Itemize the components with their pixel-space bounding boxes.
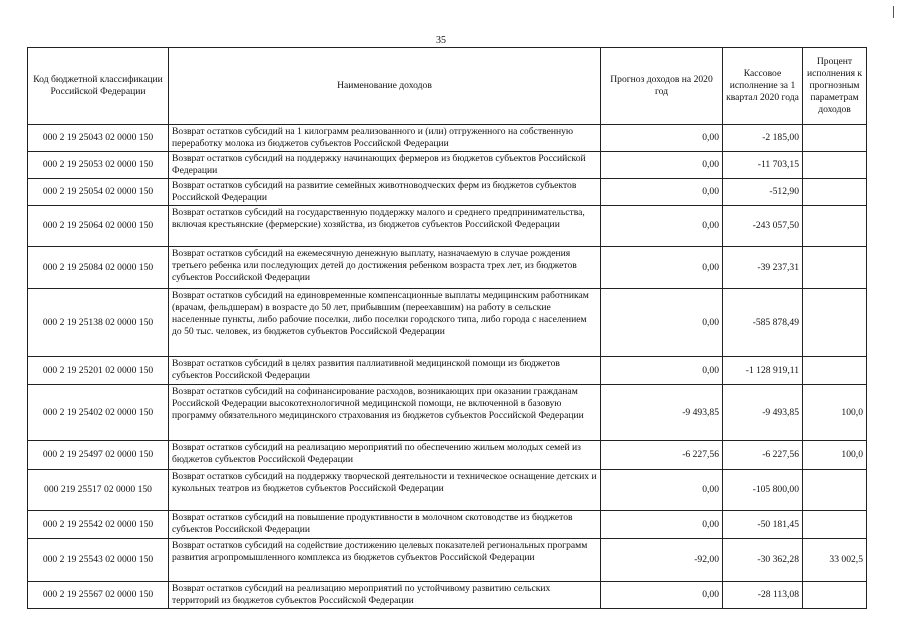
row-name: Возврат остатков субсидий на содействие достижению целевых показателей региональных программ развития агропромышленного комплекса из бюджетов субъектов Российской Федерации <box>169 539 601 582</box>
row-percent <box>803 152 867 179</box>
row-code: 000 2 19 25567 02 0000 150 <box>28 582 169 609</box>
row-name: Возврат остатков субсидий на реализацию мероприятий по устойчивому развитию сельских территорий из бюджетов субъектов Российской Федерации <box>169 582 601 609</box>
row-cash: -30 362,28 <box>723 539 803 582</box>
row-forecast: 0,00 <box>601 470 723 511</box>
row-forecast: 0,00 <box>601 357 723 385</box>
table-row <box>28 206 867 247</box>
table-row <box>28 539 867 582</box>
row-percent <box>803 179 867 206</box>
row-forecast: 0,00 <box>601 582 723 609</box>
table-row <box>28 470 867 511</box>
table-row <box>28 179 867 206</box>
row-code: 000 2 19 25054 02 0000 150 <box>28 179 169 206</box>
row-cash: -28 113,08 <box>723 582 803 609</box>
header-name: Наименование доходов <box>169 48 601 125</box>
row-name: Возврат остатков субсидий на 1 килограмм реализованного и (или) отгруженного на собственную переработку молока из бюджетов субъектов Российской Федерации <box>169 125 601 152</box>
row-name: Возврат остатков субсидий на ежемесячную денежную выплату, назначаемую в случае рождения третьего ребенка или последующих детей до достижения ребенком возраста трех лет, из бюджетов субъектов Российской Федерации <box>169 247 601 289</box>
row-percent <box>803 511 867 539</box>
table-row <box>28 582 867 609</box>
row-forecast: -92,00 <box>601 539 723 582</box>
row-cash: -39 237,31 <box>723 247 803 289</box>
page-edge-mark <box>893 6 894 18</box>
row-code: 000 2 19 25402 02 0000 150 <box>28 385 169 441</box>
row-code: 000 2 19 25201 02 0000 150 <box>28 357 169 385</box>
row-forecast: 0,00 <box>601 152 723 179</box>
row-percent: 100,0 <box>803 385 867 441</box>
row-forecast: 0,00 <box>601 289 723 357</box>
row-cash: -1 128 919,11 <box>723 357 803 385</box>
row-cash: -105 800,00 <box>723 470 803 511</box>
row-percent <box>803 470 867 511</box>
table-row <box>28 357 867 385</box>
row-percent <box>803 357 867 385</box>
row-percent <box>803 582 867 609</box>
row-cash: -585 878,49 <box>723 289 803 357</box>
row-cash: -11 703,15 <box>723 152 803 179</box>
table-header-row <box>28 48 867 125</box>
header-code: Код бюджетной классификации Российской Федерации <box>28 48 169 125</box>
row-forecast: 0,00 <box>601 511 723 539</box>
row-name: Возврат остатков субсидий на реализацию мероприятий по обеспечению жильем молодых семей из бюджетов субъектов Российской Федерации <box>169 441 601 470</box>
row-percent: 33 002,5 <box>803 539 867 582</box>
row-code: 000 2 19 25497 02 0000 150 <box>28 441 169 470</box>
table-row <box>28 385 867 441</box>
row-cash: -2 185,00 <box>723 125 803 152</box>
row-name: Возврат остатков субсидий на поддержку творческой деятельности и техническое оснащение детских и кукольных театров из бюджетов субъектов Российской Федерации <box>169 470 601 511</box>
budget-revenue-table <box>27 47 867 609</box>
row-forecast: 0,00 <box>601 179 723 206</box>
row-name: Возврат остатков субсидий на софинансирование расходов, возникающих при оказании гражданам Российской Федерации высокотехнологичной медицинской помощи, не включенной в базовую программу обязательного медицинского страхования из бюджетов субъектов Российской Федерации <box>169 385 601 441</box>
table-row <box>28 511 867 539</box>
row-cash: -6 227,56 <box>723 441 803 470</box>
row-percent <box>803 125 867 152</box>
table-row <box>28 247 867 289</box>
row-forecast: 0,00 <box>601 206 723 247</box>
row-name: Возврат остатков субсидий на поддержку начинающих фермеров из бюджетов субъектов Российской Федерации <box>169 152 601 179</box>
table-row <box>28 152 867 179</box>
page-number: 35 <box>436 35 446 46</box>
row-forecast: -6 227,56 <box>601 441 723 470</box>
row-forecast: 0,00 <box>601 125 723 152</box>
row-forecast: -9 493,85 <box>601 385 723 441</box>
row-cash: -50 181,45 <box>723 511 803 539</box>
row-code: 000 2 19 25542 02 0000 150 <box>28 511 169 539</box>
row-code: 000 2 19 25084 02 0000 150 <box>28 247 169 289</box>
row-percent <box>803 247 867 289</box>
table-row <box>28 441 867 470</box>
row-code: 000 219 25517 02 0000 150 <box>28 470 169 511</box>
table-body <box>28 125 867 609</box>
header-percent: Процент исполнения к прогнозным параметрам доходов <box>803 48 867 125</box>
row-code: 000 2 19 25138 02 0000 150 <box>28 289 169 357</box>
row-percent <box>803 206 867 247</box>
row-cash: -9 493,85 <box>723 385 803 441</box>
row-name: Возврат остатков субсидий на государственную поддержку малого и среднего предпринимательства, включая крестьянские (фермерские) хозяйства, из бюджетов субъектов Российской Федерации <box>169 206 601 247</box>
row-code: 000 2 19 25064 02 0000 150 <box>28 206 169 247</box>
row-percent: 100,0 <box>803 441 867 470</box>
header-forecast: Прогноз доходов на 2020 год <box>601 48 723 125</box>
row-percent <box>803 289 867 357</box>
header-cash: Кассовое исполнение за 1 квартал 2020 года <box>723 48 803 125</box>
row-forecast: 0,00 <box>601 247 723 289</box>
table-row <box>28 125 867 152</box>
row-name: Возврат остатков субсидий в целях развития паллиативной медицинской помощи из бюджетов субъектов Российской Федерации <box>169 357 601 385</box>
row-code: 000 2 19 25053 02 0000 150 <box>28 152 169 179</box>
table-row <box>28 289 867 357</box>
row-name: Возврат остатков субсидий на повышение продуктивности в молочном скотоводстве из бюджетов субъектов Российской Федерации <box>169 511 601 539</box>
row-name: Возврат остатков субсидий на единовременные компенсационные выплаты медицинским работникам (врачам, фельдшерам) в возрасте до 50 лет, прибывшим (переехавшим) на работу в сельские населенные пункты, либо рабочие поселки, либо поселки городского типа, либо города с населением до 50 тыс. человек, из бюджетов субъектов Российской Федерации <box>169 289 601 357</box>
row-code: 000 2 19 25043 02 0000 150 <box>28 125 169 152</box>
row-cash: -512,90 <box>723 179 803 206</box>
row-name: Возврат остатков субсидий на развитие семейных животноводческих ферм из бюджетов субъектов Российской Федерации <box>169 179 601 206</box>
row-cash: -243 057,50 <box>723 206 803 247</box>
row-code: 000 2 19 25543 02 0000 150 <box>28 539 169 582</box>
